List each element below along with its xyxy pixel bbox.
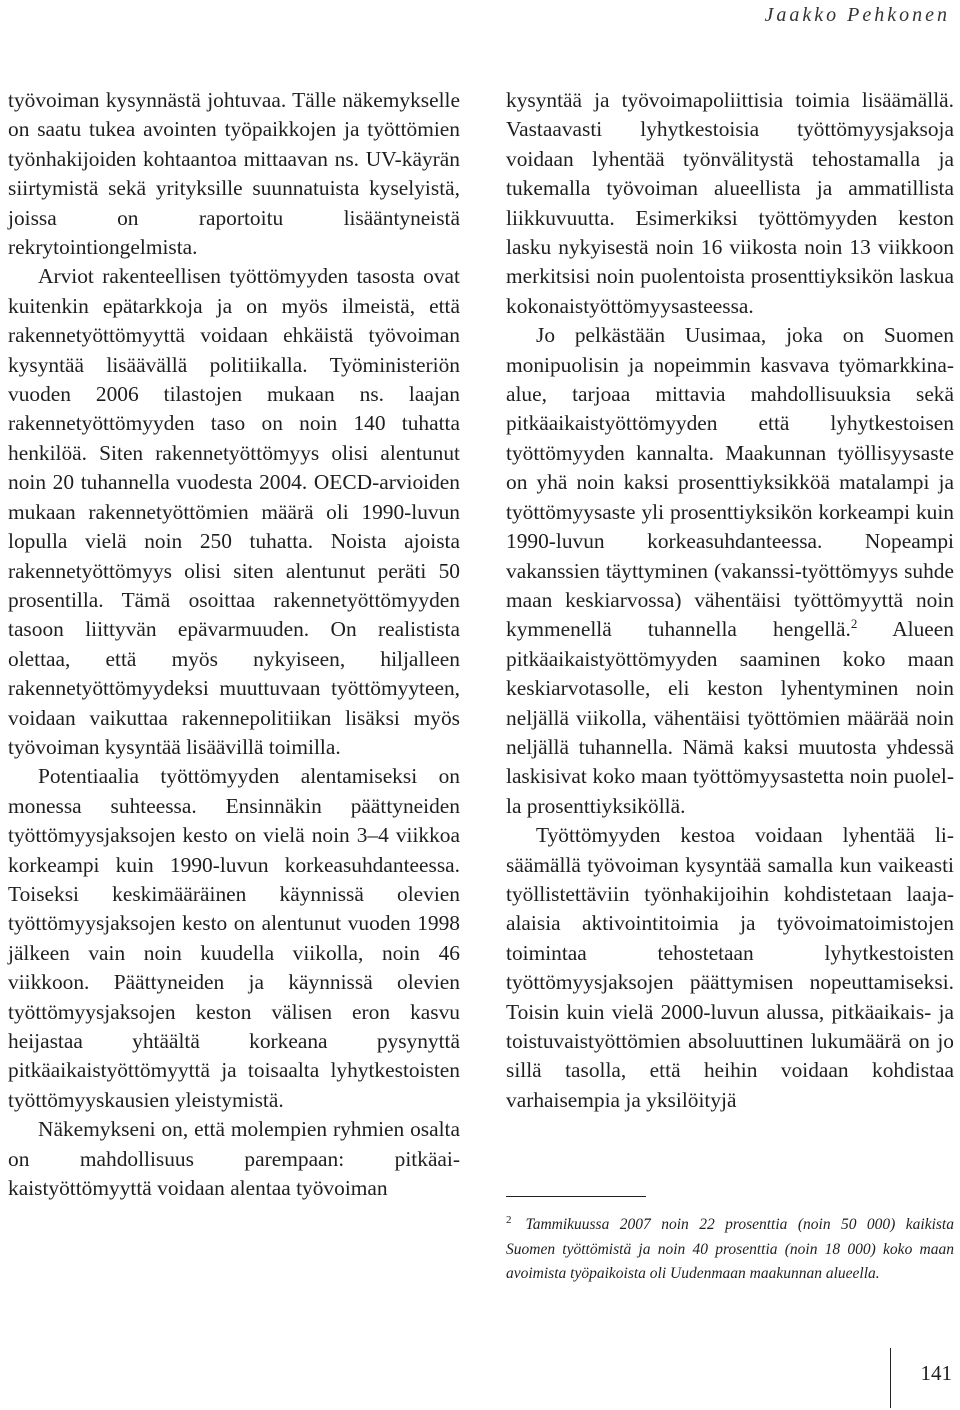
paragraph: Näkemykseni on, että molempien ryhmien osalta on mahdollisuus parempaan: pitkäaikaistyöttömyyttä voidaan alentaa työvoiman bbox=[8, 1117, 460, 1201]
footnote-separator bbox=[506, 1196, 646, 1197]
paragraph-text: Jo pelkästään Uusimaa, joka on Suomen monipuolisin ja nopeimmin kasvava työmarkkina-alue, tarjoaa mittavia mahdollisuuksia sekä pitkäaikaistyöttömyyden että lyhytkestoisen työttömyyden kannalta. Maakunnan työllisyysaste on yhä noin kaksi prosenttiyksikköä matalampi ja työttömyysaste yli prosenttiyksikön korkeampi kuin 1990-luvun korkeasuhdanteessa. Nopeampi vakanssien täyttyminen (vakanssi-työttömyys suhde maan keskiarvossa) vähentäisi työttömyyttä noin kymmenellä tuhannella hengellä. bbox=[506, 323, 954, 642]
footnote-marker: 2 bbox=[506, 1214, 512, 1226]
paragraph-with-footnote bbox=[506, 321, 954, 821]
paragraph: kysyntää ja työvoimapoliittisia toimia lisäämällä. Vastaavasti lyhytkestoisia työttömyysjaksoja voidaan lyhentää työnvälitystä tehostamalla ja tukemalla työvoiman alueellista ja ammatillista liikkuvuutta. Esimerkiksi työttömyyden keston lasku nykyisestä noin 16 viikosta noin 13 viikkoon merkitsisi noin puolentoista prosenttiyksikön laskua kokonaistyöttömyysasteessa. bbox=[506, 88, 954, 318]
page-number-divider bbox=[890, 1348, 891, 1408]
right-column bbox=[506, 86, 954, 1115]
paragraph-text: Alueen pitkäaikaistyöttömyyden saaminen koko maan keskiarvotasolle, eli keston lyhentyminen noin neljällä viikolla, vähentäisi työttömien määrää noin neljällä tuhannella. Nämä kaksi muutosta yhdessä laskisivat koko maan työttömyysastetta noin puolella prosenttiyksiköllä. bbox=[506, 617, 954, 818]
paragraph: Potentiaalia työttömyyden alentamiseksi on monessa suhteessa. Ensinnäkin päättyneiden työttömyysjaksojen kesto on vielä noin 3–4 viikkoa korkeampi kuin 1990-luvun korkeasuhdanteessa. Toiseksi keskimääräinen käynnissä olevien työttömyysjaksojen kesto on alentunut vuoden 1998 jälkeen vain noin kuudella viikolla, noin 46 viikkoon. Päättyneiden ja käynnissä olevien työttömyysjaksojen keston välisen eron kasvu heijastaa yhtäältä korkeana pysynyttä pitkäaikaistyöttömyyttä ja toisaalta lyhytkestoisten työttömyyskausien yleistymistä. bbox=[8, 764, 460, 1112]
left-column bbox=[8, 86, 460, 1203]
page-number: 141 bbox=[920, 1361, 952, 1385]
running-header-author: Jaakko Pehkonen bbox=[764, 4, 950, 26]
paragraph: työvoiman kysynnästä johtuvaa. Tälle näkemykselle on saatu tukea avointen työpaikkojen ja työttömien työnhakijoiden kohtaantoa mittaavan ns. UV-käyrän siirtymistä sekä yrityksille suunnatuista kyselyistä, joissa on raportoitu lisääntyneistä rekrytointiongelmista. bbox=[8, 88, 460, 260]
paragraph: Arviot rakenteellisen työttömyyden tasosta ovat kuitenkin epätarkkoja ja on myös ilmeistä, että rakennetyöttömyyttä voidaan ehkäistä työvoiman kysyntää lisäävällä politiikalla. Työministeriön vuoden 2006 tilastojen mukaan ns. laajan rakennetyöttömyyden taso on noin 140 tuhatta henkilöä. Siten rakennetyöttömyys olisi alentunut noin 20 tuhannella vuodesta 2004. OECD-arvioiden mukaan rakennetyöttömien määrä oli 1990-luvun lopulla vielä noin 250 tuhatta. Noista ajoista rakennetyöttömyys olisi siten alentunut peräti 50 prosentilla. Tämä osoittaa rakennetyöttömyyden tasoon liittyvän epävarmuuden. On realistista olettaa, että myös nykyiseen, hiljalleen rakennetyöttömyydeksi muuttuvaan työttömyyteen, voidaan vaikuttaa rakennepolitiikan lisäksi myös työvoiman kysyntää lisäävillä toimilla. bbox=[8, 264, 460, 759]
footnote-reference[interactable]: 2 bbox=[850, 616, 858, 632]
footnote-text: Tammikuussa 2007 noin 22 prosenttia (noin 50 000) kaikista Suomen työttömistä ja noin 40 prosenttia (noin 18 000) koko maan avoimista työpaikoista oli Uudenmaan maakunnan alueella. bbox=[506, 1216, 954, 1283]
footnote bbox=[506, 1208, 954, 1287]
paragraph: Työttömyyden kestoa voidaan lyhentää lisäämällä työvoiman kysyntää samalla kun vaikeasti työllistettäviin työnhakijoihin kohdistetaan laaja-alaisia aktivointitoimia ja työvoimatoimistojen toimintaa tehostetaan lyhytkestoisten työttömyysjaksojen päättymisen nopeuttamiseksi. Toisin kuin vielä 2000-luvun alussa, pitkäaikais- ja toistuvaistyöttömien absoluuttinen lukumäärä on jo sillä tasolla, että heihin voidaan kohdistaa varhaisempia ja yksilöityjä bbox=[506, 823, 954, 1112]
